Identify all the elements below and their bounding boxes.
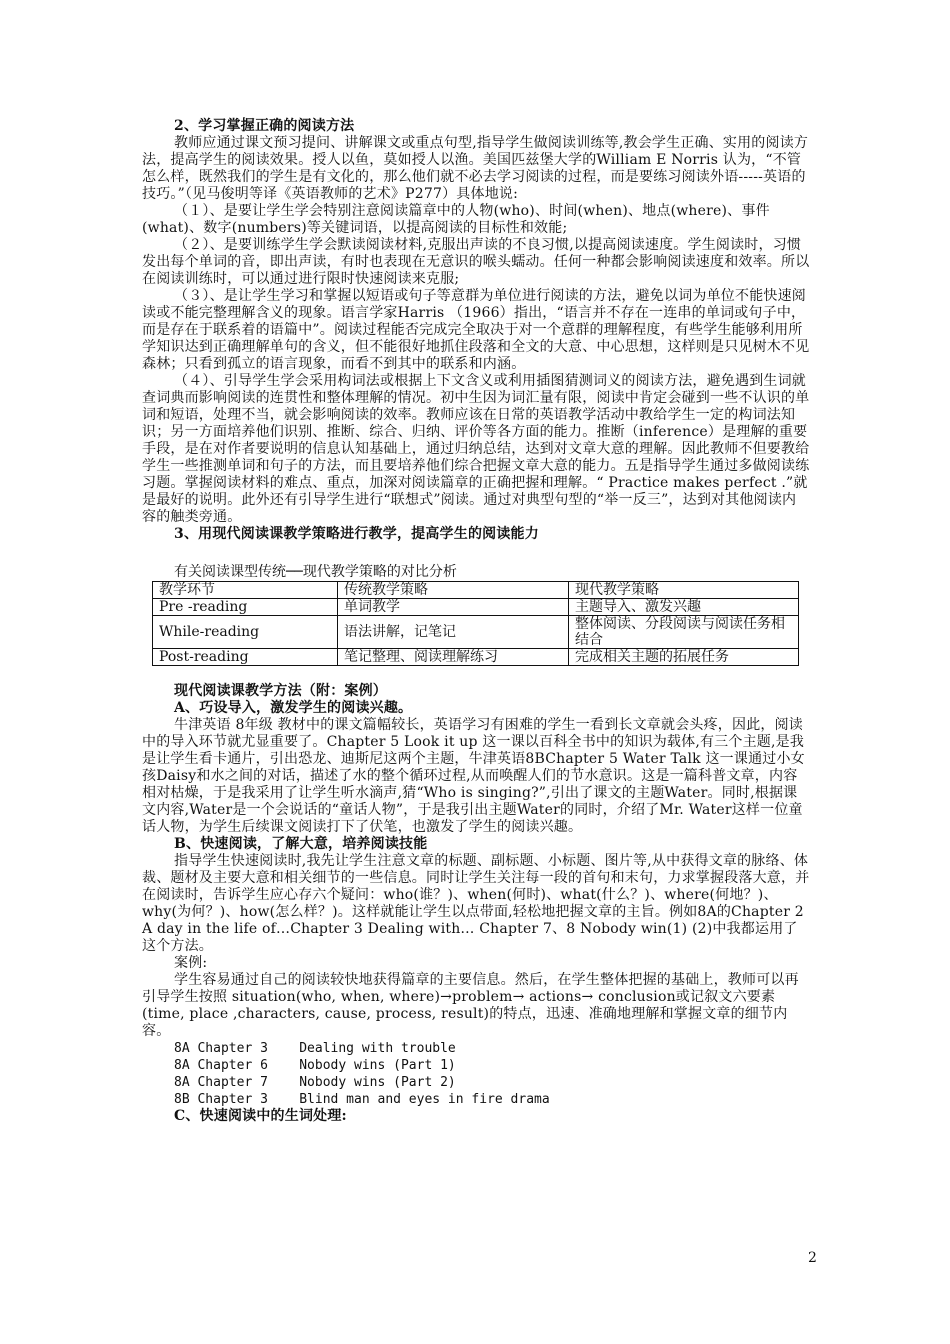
document-page [142, 118, 810, 1125]
table-cell: 整体阅读、分段阅读与阅读任务相结合 [569, 616, 799, 649]
table-cell: 单词教学 [338, 599, 569, 616]
chapter-item: 8B Chapter 3 Blind man and eyes in fire drama [174, 1092, 550, 1107]
case-label: 案例: [174, 955, 208, 971]
method-c-heading: C、快速阅读中的生词处理: [174, 1108, 347, 1124]
section2-item-3: （３）、是让学生学习和掌握以短语或句子等意群为单位进行阅读的方法，避免以词为单位不能快速阅读或不能完整理解含义的现象。语言学家Harris （1966）指出，“语言并不存在一连串的单词或句子中，而是存在于联系着的语篇中”。阅读过程能否完成完全取决于对一个意群的理解程度，有些学生能够利用所学知识达到正确理解单句的含义，但不能很好地抓住段落和全文的大意、中心思想，这样则是只见树木不见森林；只看到孤立的语言现象，而看不到其中的联系和内涵。 [142, 288, 810, 372]
table-row [153, 599, 799, 616]
method-b-body: 指导学生快速阅读时,我先让学生注意文章的标题、副标题、小标题、图片等,从中获得文章的脉络、体裁、题材及主要大意和相关细节的一些信息。同时让学生关注每一段的首句和末句，力求掌握段落大意，并在阅读时，告诉学生应心存六个疑问：who(谁？)、when(何时)、what(什么？)、where(何地？)、why(为何？)、how(怎么样？)。这样就能让学生以点带面,轻松地把握文章的主旨。例如8A的Chapter 2 A day in the life of…Chapter 3 Dealing with… Chapter 7、8 Nobody win(1) (2)中我都运用了这个方法。 [142, 853, 810, 954]
section2-intro: 教师应通过课文预习提问、讲解课文或重点句型,指导学生做阅读训练等,教会学生正确、实用的阅读方法，提高学生的阅读效果。授人以鱼，莫如授人以渔。美国匹兹堡大学的William E Norris 认为，“不管怎么样，既然我们的学生是有文化的，那么他们就不必去学习阅读的过程，而是要练习阅读外语-----英语的技巧。”（见马俊明等译《英语教师的艺术》P277）具体地说: [142, 135, 809, 202]
table-row [153, 616, 799, 649]
section2-item-2: （２）、是要训练学生学会默读阅读材料,克服出声读的不良习惯,以提高阅读速度。学生阅读时，习惯发出每个单词的音，即出声读，有时也表现在无意识的喉头蠕动。任何一种都会影响阅读速度和效率。所以在阅读训练时，可以通过进行限时快速阅读来克服; [142, 237, 810, 287]
chapter-item: 8A Chapter 6 Nobody wins (Part 1) [174, 1058, 456, 1073]
table-cell: 笔记整理、阅读理解练习 [338, 649, 569, 666]
table-header-cell: 教学环节 [153, 582, 338, 599]
section2-item-1: （１）、是要让学生学会特别注意阅读篇章中的人物(who)、时间(when)、地点(where)、事件(what)、数字(numbers)等关键词语，以提高阅读的目标性和效能; [142, 203, 770, 236]
spacer [142, 543, 810, 560]
case-body: 学生容易通过自己的阅读较快地获得篇章的主要信息。然后，在学生整体把握的基础上，教师可以再引导学生按照 situation(who, when, where)→problem→ actions→ conclusion或记叙文六要素(time, place ,characters, cause, process, result)的特点，迅速、准确地理解和掌握文章的细节内容。 [142, 972, 799, 1039]
methods-heading: 现代阅读课教学方法（附：案例） [174, 683, 387, 699]
table-caption: 有关阅读课型传统──现代教学策略的对比分析 [174, 564, 457, 580]
table-cell: Post-reading [153, 649, 338, 666]
table-cell: 主题导入、激发兴趣 [569, 599, 799, 616]
section3-heading: 3、用现代阅读课教学策略进行教学，提高学生的阅读能力 [174, 526, 539, 542]
table-cell: Pre -reading [153, 599, 338, 616]
table-header-cell: 现代教学策略 [569, 582, 799, 599]
chapter-item: 8A Chapter 3 Dealing with trouble [174, 1041, 456, 1056]
method-a-heading: A、巧设导入，激发学生的阅读兴趣。 [174, 700, 413, 716]
chapter-item: 8A Chapter 7 Nobody wins (Part 2) [174, 1075, 456, 1090]
table-row [153, 649, 799, 666]
page-number: 2 [808, 1250, 817, 1266]
table-cell: 完成相关主题的拓展任务 [569, 649, 799, 666]
table-header-cell: 传统教学策略 [338, 582, 569, 599]
section2-item-4: （４）、引导学生学会采用构词法或根据上下文含义或利用插图猜测词义的阅读方法，避免遇到生词就查词典而影响阅读的连贯性和整体理解的情况。初中生因为词汇量有限，阅读中肯定会碰到一些不认识的单词和短语，处理不当，就会影响阅读的效率。教师应该在日常的英语教学活动中教给学生一定的构词法知识；另一方面培养他们识别、推断、综合、归纳、评价等各方面的能力。推断（inference）是理解的重要手段，是在对作者要说明的信息认知基础上，通过归纳总结，达到对文章大意的理解。因此教师不但要教给学生一些推测单词和句子的方法，而且要培养他们综合把握文章大意的能力。五是指导学生通过多做阅读练习题。掌握阅读材料的难点、重点，加深对阅读篇章的正确把握和理解。“ Practice makes perfect .”就是最好的说明。此外还有引导学生进行“联想式”阅读。通过对典型句型的“举一反三”，达到对其他阅读内容的触类旁通。 [142, 373, 810, 525]
spacer [142, 666, 810, 683]
table-cell: While-reading [153, 616, 338, 649]
method-a-body: 牛津英语 8年级 教材中的课文篇幅较长，英语学习有困难的学生一看到长文章就会头疼，因此，阅读中的导入环节就尤显重要了。Chapter 5 Look it up 这一课以百科全书中的知识为载体,有三个主题,是我是让学生看卡通片，引出恐龙、迪斯尼这两个主题，牛津英语8BChapter 5 Water Talk 这一课通过小女孩Daisy和水之间的对话，描述了水的整个循环过程,从而唤醒人们的节水意识。这是一篇科普文章，内容相对枯燥，于是我采用了让学生听水滴声,猜“Who is singing?”,引出了课文的主题Water。同时,根据课文内容,Water是一个会说话的“童话人物”，于是我引出主题Water的同时，介绍了Mr. Water这样一位童话人物，为学生后续课文阅读打下了伏笔，也激发了学生的阅读兴趣。 [142, 717, 805, 835]
table-cell: 语法讲解，记笔记 [338, 616, 569, 649]
method-b-heading: B、快速阅读，了解大意，培养阅读技能 [174, 836, 428, 852]
comparison-table [152, 581, 799, 666]
table-header-row [153, 582, 799, 599]
section2-heading: 2、学习掌握正确的阅读方法 [174, 118, 355, 134]
